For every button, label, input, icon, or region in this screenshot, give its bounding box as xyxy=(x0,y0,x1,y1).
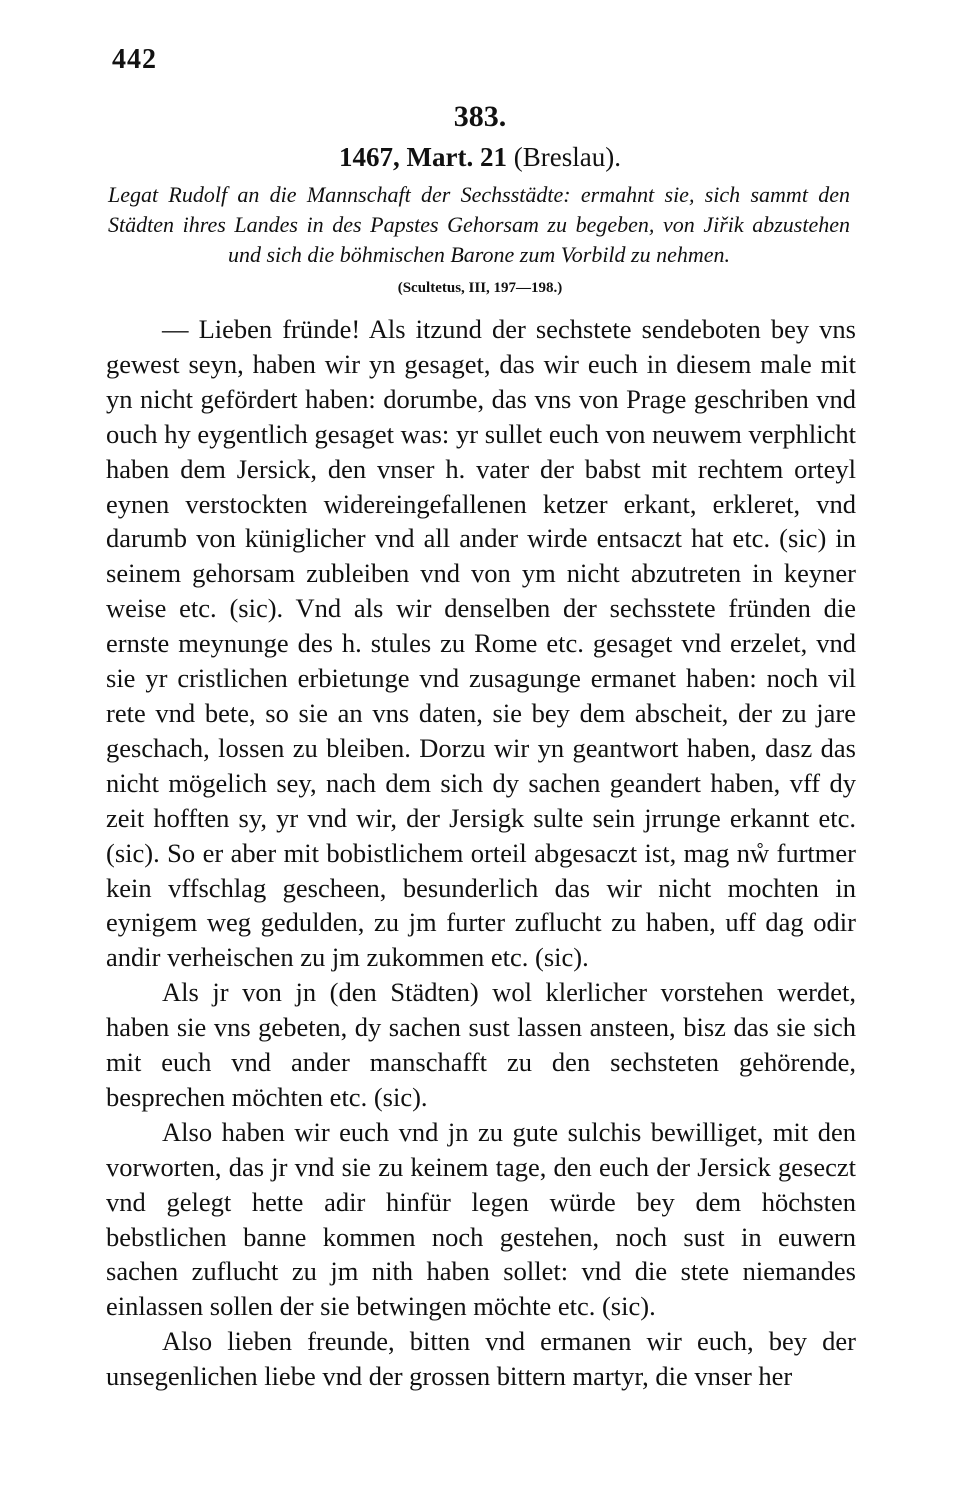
body-paragraph: Also lieben freunde, bitten vnd ermanen wir euch, bey der unsegenlichen liebe vnd der grossen bittern martyr, die vnser her xyxy=(106,1326,856,1392)
dateline xyxy=(0,142,960,173)
document-date: 1467, Mart. 21 xyxy=(339,142,507,172)
page-number: 442 xyxy=(112,44,157,75)
body-paragraph: Als jr von jn (den Städten) wol klerlicher vorstehen werdet, haben sie vns gebeten, dy sachen sust lassen ansteen, bisz das sie sich mit euch vnd ander manschafft zu den sechsteten gehörende, besprechen möchten etc. (sic). xyxy=(106,977,856,1112)
body-paragraph: — Lieben fründe! Als itzund der sechstete sendeboten bey vns gewest seyn, haben wir yn gesaget, das wir euch in diesem male mit yn nicht gefördert haben: dorumbe, das vns von Prage geschriben vnd ouch hy eygentlich gesaget was: yr sullet euch von neuwem verphlicht haben dem Jersick, den vnser h. vater der babst mit rechtem orteyl eynen verstockten widereingefallenen ketzer erkant, erkleret, vnd darumb von küniglicher vnd all ander wirde entsaczt hat etc. (sic) in seinem gehorsam zubleiben vnd von ym nicht abzutreten in keyner weise etc. (sic). Vnd als wir denselben der sechsstete fründen die ernste meynunge des h. stules zu Rome etc. gesaget vnd erzelet, vnd sie yr cristlichen erbietunge vnd zusagunge ermanet haben: noch vil rete vnd bete, so sie an vns daten, sie bey dem abscheit, der zu jare geschach, lossen zu bleiben. Dorzu wir yn geantwort haben, dasz das nicht mögelich sey, nach dem sich dy sachen geandert haben, vff dy zeit hofften sy, yr vnd wir, der Jersigk sulte sein jrrunge erkannt etc. (sic). So er aber mit bobistlichem orteil abgesaczt ist, mag nẘ furtmer kein vffschlag gescheen, besunderlich das wir nicht mochten in eynigem weg gedulden, zu jm furter zuflucht zu haben, uff dag odir andir verheischen zu jm zukommen etc. (sic). xyxy=(106,314,856,973)
regest-summary: Legat Rudolf an die Mannschaft der Sechsstädte: ermahnt sie, sich sammt den Städten ihres Landes in des Papstes Gehorsam zu begeben, von Jiřik abzustehen und sich die böhmischen Barone zum Vorbild zu nehmen. xyxy=(108,182,850,267)
body-paragraph: Also haben wir euch vnd jn zu gute sulchis bewilliget, mit den vorworten, das jr vnd sie zu keinem tage, den euch der Jersick geseczt vnd gelegt hette adir hinfür legen würde bey dem höchsten bebstlichen banne kommen noch gestehen, noch sust in euwern sachen zuflucht zu jm nith haben sollet: vnd die stete niemandes einlassen sollen der sie betwingen möchte etc. (sic). xyxy=(106,1116,856,1322)
document-number: 383. xyxy=(453,100,507,133)
source-citation: (Scultetus, III, 197—198.) xyxy=(397,280,563,296)
document-place: (Breslau). xyxy=(513,142,621,172)
document-body xyxy=(106,312,856,1394)
